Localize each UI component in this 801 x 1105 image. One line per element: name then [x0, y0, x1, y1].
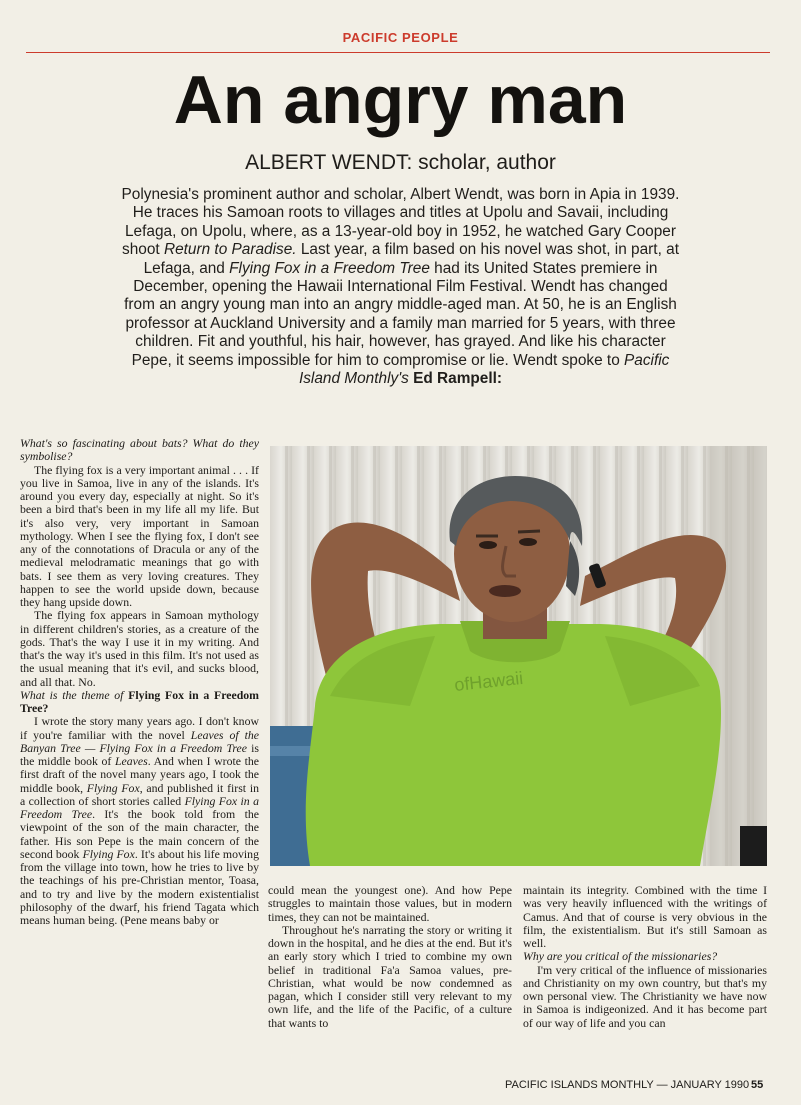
article-title: An angry man — [173, 62, 628, 138]
answer-paragraph: Throughout he's narrating the story or writing it down in the hospital, and he dies at the end. But it's an early story which I tried to combine my own belief in traditional Fa'a Samoa values, pre-Christian, what would be now condemned as pagan, which I consider still very relevant to my own life, and the life of the Pacific, of a culture that wants to — [268, 922, 512, 1030]
portrait-photo — [270, 446, 767, 866]
intro-author: Ed Rampell: — [408, 370, 503, 388]
intro-magazine: Pacific Island Monthly's — [298, 351, 670, 388]
intro-text: Polynesia's prominent author and scholar, Albert Wendt, was born in Apia in 1939. He traces his Samoan roots to villages and titles at Upolu and Savaii, including Lefaga, on Upolu, where, as a 13-year-old boy in 1952, he watched Gary Cooper shoot — [121, 186, 680, 259]
intro-novel-title: Flying Fox in a Freedom Tree — [229, 259, 430, 277]
column-two — [268, 884, 512, 1030]
answer-paragraph: maintain its integrity. Combined with the time I was very heavily influenced with the writings of Camus. And that of course is very obvious in the film, the existentialism. But it's still Samoan as well. — [523, 883, 767, 950]
column-three — [523, 884, 767, 1030]
question: What's so fascinating about bats? What do they symbolise? — [20, 436, 259, 464]
answer-paragraph: The flying fox appears in Samoan mythology in different children's stories, as a creature of the gods. That's the way I use it in my writing. And that's the way it's used in this film. It's not used as the usual meaning that it's evil, and sucks blood, and all that. No. — [20, 608, 259, 689]
question: Why are you critical of the missionaries? — [523, 949, 718, 964]
answer-text: I wrote the story many years ago. I don't know if you're familiar with the novel — [20, 714, 259, 742]
answer-text: . And when I wrote the first draft of the novel many years ago, I took the middle book, — [20, 754, 259, 795]
answer-paragraph: could mean the youngest one). And how Pepe struggles to maintain those values, but in modern times, they can not be maintained. — [268, 883, 512, 924]
book-title: Flying Fox — [82, 846, 135, 861]
answer-text: is the middle book of — [20, 740, 259, 768]
book-title: Flying Fox in a Freedom Tree — [20, 793, 260, 821]
answer-paragraph — [20, 715, 259, 927]
shirt-logo-text: ofHawaii — [453, 667, 525, 695]
answer-text: . It's the book told from the viewpoint of the son of the main character, the father. His son Pepe is the main concern of the second book — [20, 807, 259, 861]
answer-paragraph: The flying fox is a very important animal . . . If you live in Samoa, live in any of the islands. It's around you every day, especially at night. So it's been a bird that's been in my life all my life. But it's also very, very important in Samoan mythology. When I see the flying fox, I don't see any of the connotations of Dracula or any of the medieval melodramatic meanings that go with bats. I see them as very loving creatures. They happen to see the world upside down, because they hang upside down. — [20, 462, 259, 609]
book-title: Leaves — [114, 754, 148, 768]
book-title: Leaves of the Banyan Tree — Flying Fox in a Freedom Tree — [20, 727, 259, 755]
book-title: Flying Fox — [86, 780, 140, 795]
intro-text: had its United States premiere in December, opening the Hawaii International Film Festival. Wendt has changed from an angry young man into an angry middle-aged man. At 50, he is an English professor at Auckland University and a family man married for 5 years, with three children. Fit and youthful, his hair, however, has grayed. And like his character Pepe, it seems impossible for him to compromise or lie. Wendt spoke to — [124, 259, 677, 369]
portrait-illustration — [270, 446, 767, 866]
question — [20, 689, 259, 716]
intro-film-title: Return to Paradise. — [163, 241, 297, 259]
answer-text: . It's about his life moving from the village into town, how he tries to live by the teachings of his pre-Christian mentor, Toasa, and to try and live by the modern existentialist philosophy of the dwarf, his friend Tagata which means human being. (Pene means baby or — [20, 846, 259, 927]
footer-publication: PACIFIC ISLANDS MONTHLY — JANUARY 1990 — [505, 1079, 750, 1091]
page-number: 55 — [751, 1079, 764, 1091]
section-header: PACIFIC PEOPLE — [342, 30, 459, 45]
column-one — [20, 437, 259, 927]
question-title: Flying Fox in a Freedom Tree? — [20, 687, 259, 715]
intro-paragraph — [118, 186, 683, 388]
header-rule — [26, 52, 770, 53]
answer-paragraph: I'm very critical of the influence of missionaries and Christianity on my own country, but that's my own personal view. The Christianity we have now in Samoa is indigeonized. And it has become part of our way of life and you can — [523, 962, 767, 1030]
article-subtitle: ALBERT WENDT: scholar, author — [245, 151, 556, 174]
answer-text: , and published it first in a collection of short stories called — [20, 780, 259, 808]
question-text: What is the theme of — [20, 687, 129, 702]
intro-text: Last year, a film based on his novel was shot, in part, at Lefaga, and — [143, 241, 679, 277]
